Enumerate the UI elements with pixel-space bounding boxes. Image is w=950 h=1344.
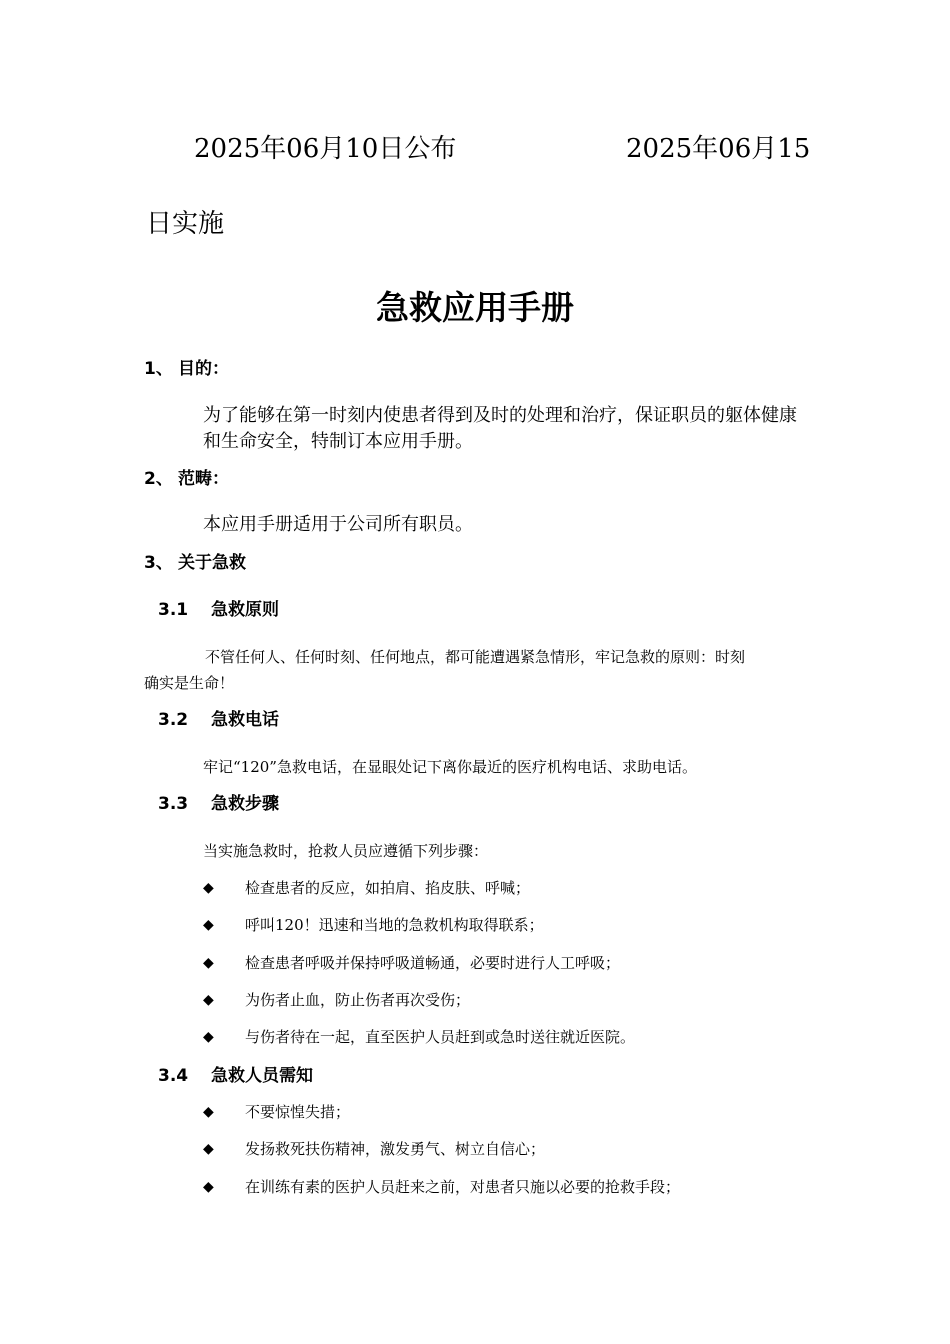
list-item: 不要惊惶失措； — [245, 1103, 351, 1121]
subsection-title: 急救步骤 — [211, 794, 279, 814]
list-item: 与伤者待在一起，直至医护人员赶到或急时送往就近医院。 — [245, 1028, 636, 1046]
publish-date: 2025年06月10日公布 — [194, 134, 457, 164]
list-item: 在训练有素的医护人员赶来之前，对患者只施以必要的抢救手段； — [245, 1178, 681, 1196]
subsection-number: 3.2 — [158, 710, 189, 730]
subsection-number: 3.1 — [158, 600, 189, 620]
document-title: 急救应用手册 — [376, 288, 574, 327]
section-title: 目的： — [178, 359, 229, 379]
section-title: 关于急救 — [178, 553, 246, 573]
list-item: 呼叫120！迅速和当地的急救机构取得联系； — [245, 916, 544, 934]
section-number: 1、 — [144, 359, 173, 379]
diamond-bullet-icon: ◆ — [203, 1141, 214, 1157]
diamond-bullet-icon: ◆ — [203, 955, 214, 971]
section-heading — [144, 468, 229, 490]
section-paragraph: 本应用手册适用于公司所有职员。 — [203, 514, 473, 535]
effective-date-continued: 日实施 — [146, 209, 225, 239]
effective-date: 2025年06月15 — [626, 134, 811, 164]
list-item: 检查患者呼吸并保持呼吸道畅通，必要时进行人工呼吸； — [245, 954, 621, 972]
section-heading — [144, 552, 246, 574]
list-item: 为伤者止血，防止伤者再次受伤； — [245, 991, 471, 1009]
section-heading — [144, 358, 229, 380]
subsection-title: 急救人员需知 — [211, 1066, 313, 1086]
subsection-number: 3.4 — [158, 1066, 189, 1086]
subsection-title: 急救电话 — [211, 710, 279, 730]
subsection-heading — [158, 709, 279, 731]
subsection-heading — [158, 793, 279, 815]
diamond-bullet-icon: ◆ — [203, 880, 214, 896]
subsection-paragraph-line: 不管任何人、任何时刻、任何地点，都可能遭遇紧急情形，牢记急救的原则：时刻 — [205, 648, 746, 666]
subsection-number: 3.3 — [158, 794, 189, 814]
section-number: 3、 — [144, 553, 173, 573]
diamond-bullet-icon: ◆ — [203, 1029, 214, 1045]
subsection-intro: 当实施急救时，抢救人员应遵循下列步骤： — [203, 842, 489, 860]
diamond-bullet-icon: ◆ — [203, 917, 214, 933]
list-item: 检查患者的反应，如拍肩、掐皮肤、呼喊； — [245, 879, 531, 897]
diamond-bullet-icon: ◆ — [203, 1104, 214, 1120]
diamond-bullet-icon: ◆ — [203, 992, 214, 1008]
section-number: 2、 — [144, 469, 173, 489]
list-item: 发扬救死扶伤精神，激发勇气、树立自信心； — [245, 1140, 546, 1158]
diamond-bullet-icon: ◆ — [203, 1179, 214, 1195]
subsection-paragraph-line: 确实是生命！ — [144, 674, 235, 692]
subsection-heading — [158, 599, 279, 621]
subsection-paragraph: 牢记“120”急救电话，在显眼处记下离你最近的医疗机构电话、求助电话。 — [203, 758, 697, 776]
subsection-heading — [158, 1065, 313, 1087]
section-title: 范畴： — [178, 469, 229, 489]
section-paragraph: 为了能够在第一时刻内使患者得到及时的处理和治疗，保证职员的躯体健康和生命安全，特制订本应用手册。 — [203, 405, 797, 452]
subsection-title: 急救原则 — [211, 600, 279, 620]
